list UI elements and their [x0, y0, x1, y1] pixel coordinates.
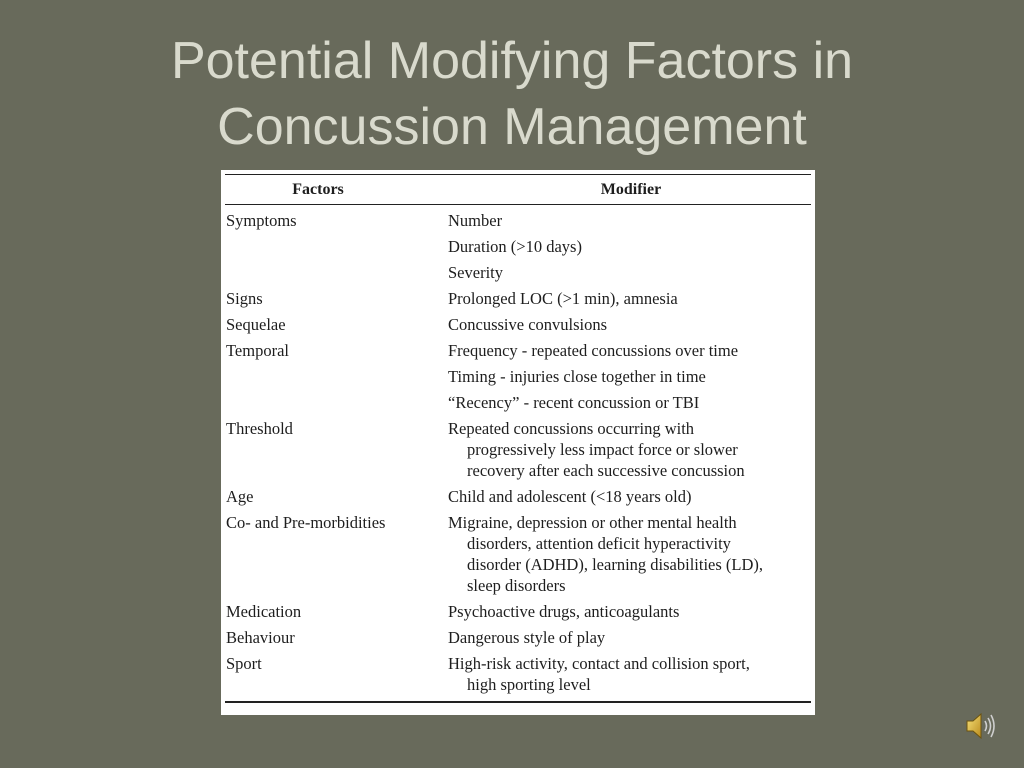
modifier-cell	[448, 418, 811, 481]
table-row	[225, 262, 811, 283]
modifier-cell	[448, 210, 811, 231]
modifier-cell	[448, 236, 811, 257]
factor-cell: Behaviour	[226, 628, 295, 647]
modifier-cell	[448, 366, 811, 387]
modifier-cell	[448, 512, 811, 596]
factor-cell	[225, 366, 448, 387]
modifier-line: “Recency” - recent concussion or TBI	[448, 393, 700, 412]
speaker-icon-graphic	[964, 710, 998, 742]
modifier-line: Migraine, depression or other mental health	[448, 513, 737, 532]
modifier-cell	[448, 601, 811, 622]
modifier-cell	[448, 392, 811, 413]
modifier-cell	[448, 627, 811, 648]
modifier-line: Frequency - repeated concussions over time	[448, 341, 739, 360]
slide-title-line-1: Potential Modifying Factors in	[170, 32, 854, 90]
factor-cell: Co- and Pre-morbidities	[226, 513, 386, 532]
speaker-icon[interactable]	[964, 710, 998, 742]
table-row	[225, 210, 811, 231]
modifier-cell	[448, 486, 811, 507]
table-row	[225, 418, 811, 481]
modifier-line: Prolonged LOC (>1 min), amnesia	[448, 289, 678, 308]
header-factors: Factors	[292, 180, 344, 198]
factor-cell: Signs	[226, 289, 263, 308]
factor-cell	[225, 236, 448, 257]
modifier-line: Severity	[448, 263, 503, 282]
modifier-cell	[448, 288, 811, 309]
modifier-cell	[448, 262, 811, 283]
table-row	[225, 512, 811, 596]
modifier-line: Timing - injuries close together in time	[448, 367, 706, 386]
modifier-cell	[448, 340, 811, 361]
modifier-line: Dangerous style of play	[448, 628, 606, 647]
modifier-line: Duration (>10 days)	[448, 237, 582, 256]
modifier-cell	[448, 314, 811, 335]
factor-cell: Age	[226, 487, 254, 506]
modifier-line: Psychoactive drugs, anticoagulants	[448, 602, 680, 621]
table-row	[225, 601, 811, 622]
modifier-line: high sporting level	[467, 675, 591, 694]
table-row	[225, 340, 811, 361]
factor-cell	[225, 262, 448, 283]
modifier-line: Child and adolescent (<18 years old)	[448, 487, 692, 506]
table-header-row	[225, 175, 811, 204]
factor-cell: Threshold	[226, 419, 293, 438]
table-row	[225, 653, 811, 695]
factor-cell: Medication	[226, 602, 302, 621]
modifier-line: recovery after each successive concussion	[467, 461, 745, 480]
factor-cell: Sequelae	[226, 315, 286, 334]
table-row	[225, 288, 811, 309]
header-modifier: Modifier	[600, 180, 662, 198]
table-row	[225, 236, 811, 257]
modifier-cell	[448, 653, 811, 695]
modifier-line: disorders, attention deficit hyperactivity	[467, 534, 731, 553]
table-row	[225, 366, 811, 387]
factor-cell: Symptoms	[226, 211, 297, 230]
modifier-line: High-risk activity, contact and collision sport,	[448, 654, 750, 673]
factor-cell	[225, 392, 448, 413]
table-row	[225, 486, 811, 507]
table-row	[225, 392, 811, 413]
modifier-line: disorder (ADHD), learning disabilities (LD),	[467, 555, 764, 574]
table-bottom-rule	[225, 701, 811, 703]
factor-cell: Temporal	[226, 341, 289, 360]
modifier-line: sleep disorders	[467, 576, 566, 595]
factor-cell: Sport	[226, 654, 262, 673]
modifier-line: Concussive convulsions	[448, 315, 608, 334]
slide-title	[0, 28, 1024, 160]
table-row	[225, 314, 811, 335]
modifier-line: Number	[448, 211, 503, 230]
slide-title-line-2: Concussion Management	[217, 98, 807, 156]
modifier-line: Repeated concussions occurring with	[448, 419, 695, 438]
table-body	[225, 205, 811, 695]
modifier-line: progressively less impact force or slower	[467, 440, 738, 459]
factors-table	[221, 170, 815, 715]
table-row	[225, 627, 811, 648]
